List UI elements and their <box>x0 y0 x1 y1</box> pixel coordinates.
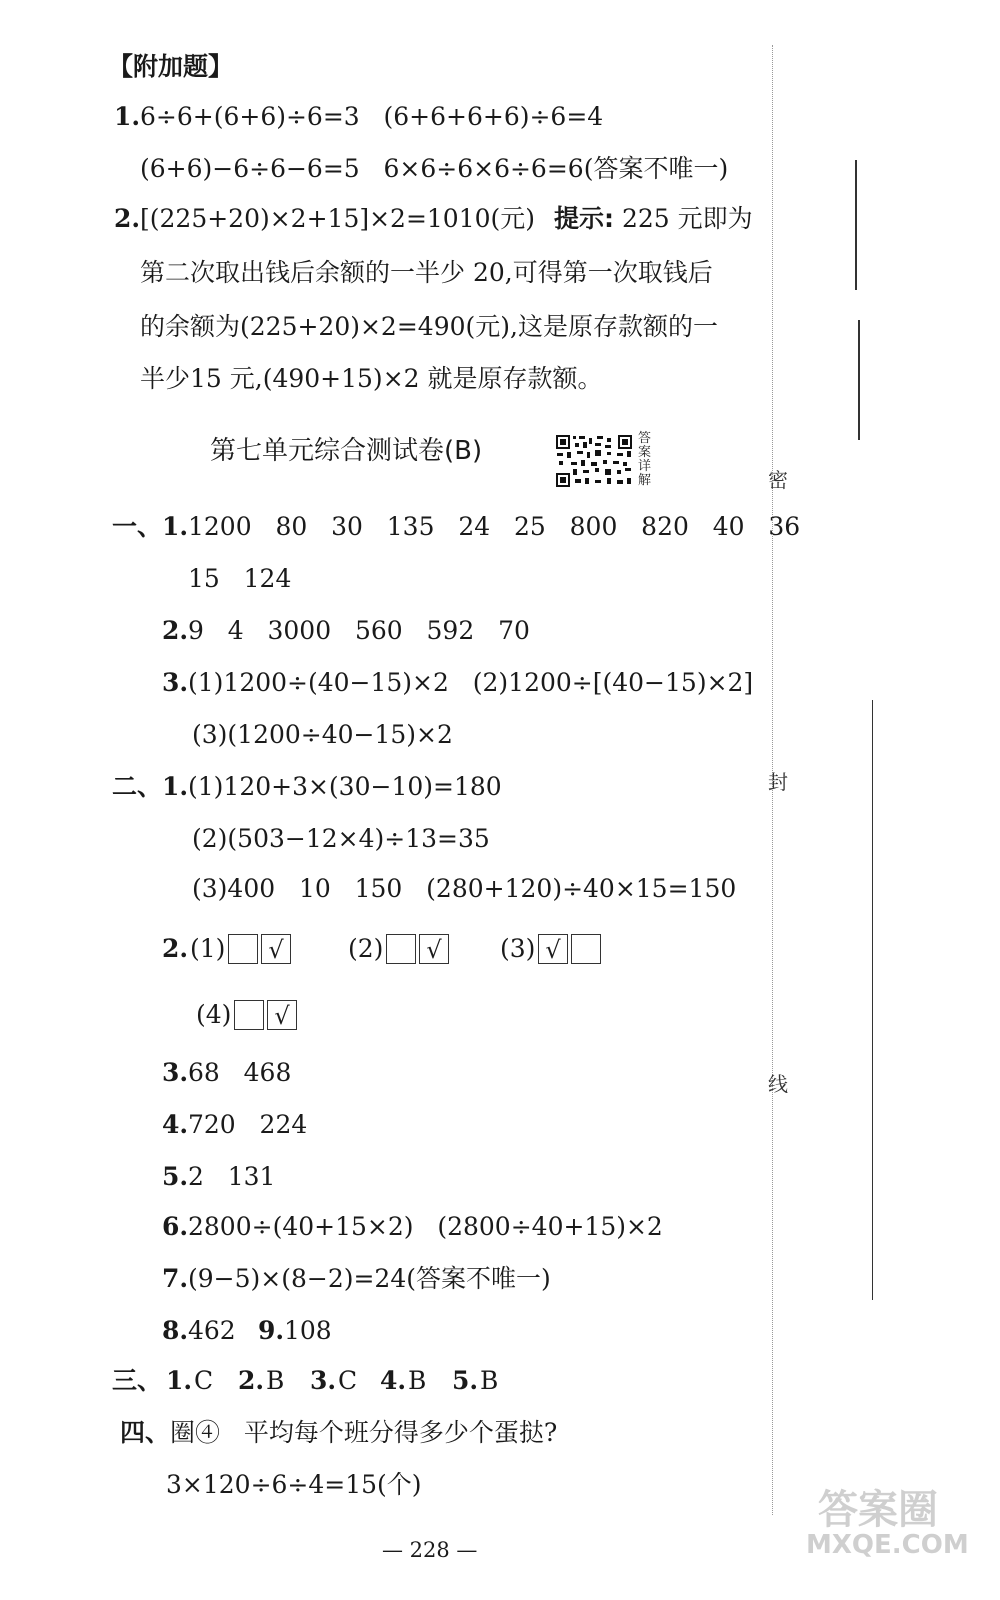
extra-q2-line4: 半少15 元,(490+15)×2 就是原存款额。 <box>140 364 603 393</box>
part2-q3-number: 3. <box>162 1058 189 1087</box>
extra-q1-line2: (6+6)−6÷6−6=5 6×6÷6×6÷6=6(答案不唯一) <box>140 154 729 183</box>
extra-q2-number: 2. <box>114 204 141 233</box>
extra-q2-line3: 的余额为(225+20)×2=490(元),这是原存款额的一 <box>140 312 718 341</box>
part2-q4-number: 4. <box>162 1110 189 1139</box>
judge-box: √ <box>261 934 291 964</box>
part2-q1-line2: (2)(503−12×4)÷13=35 <box>192 824 490 853</box>
part1-q3-line2: (3)(1200÷40−15)×2 <box>192 720 453 749</box>
scan-edge-line <box>858 320 860 440</box>
qr-caption-char: 详 <box>638 459 652 474</box>
page-number: — 228 — <box>382 1538 478 1562</box>
judge-box <box>386 934 416 964</box>
part4-line2: 3×120÷6÷4=15(个) <box>166 1470 422 1499</box>
part2-q8: 462 <box>188 1316 236 1345</box>
part3-number: 5. <box>452 1366 479 1395</box>
section-title: 第七单元综合测试卷(B) <box>210 436 483 466</box>
qr-caption-char: 答 <box>638 431 652 446</box>
judge-item-label: (2) <box>348 934 384 963</box>
part2-q5-number: 5. <box>162 1162 189 1191</box>
part2-q1-number: 1. <box>162 772 189 801</box>
qr-caption-char: 解 <box>638 473 652 488</box>
part3-answer: B <box>266 1366 285 1395</box>
part3-answer: B <box>480 1366 499 1395</box>
binding-mi: 密 <box>768 468 788 492</box>
binding-xian: 线 <box>768 1072 788 1096</box>
scan-edge-line <box>872 700 873 1300</box>
part2-label: 二、 <box>112 772 163 801</box>
part3-number: 3. <box>310 1366 337 1395</box>
part1-q2: 9 4 3000 560 592 70 <box>188 616 530 645</box>
part1-q3-line1: (1)1200÷(40−15)×2 (2)1200÷[(40−15)×2] <box>188 668 754 697</box>
extra-q1-number: 1. <box>114 102 141 131</box>
part3-answer: C <box>338 1366 358 1395</box>
judge-item <box>348 936 452 964</box>
judge-item-label: (1) <box>190 934 226 963</box>
part1-q3-number: 3. <box>162 668 189 697</box>
qr-code-icon[interactable] <box>555 434 633 488</box>
part4-line1: 圈④ 平均每个班分得多少个蛋挞? <box>170 1418 558 1447</box>
part3-number: 4. <box>380 1366 407 1395</box>
judge-box: √ <box>419 934 449 964</box>
part3-number: 2. <box>238 1366 265 1395</box>
part3-number: 1. <box>166 1366 193 1395</box>
part1-label: 一、 <box>112 512 163 541</box>
judge-item-label: (4) <box>196 1000 232 1029</box>
part2-q6-number: 6. <box>162 1212 189 1241</box>
judge-box <box>234 1000 264 1030</box>
part2-q7: (9−5)×(8−2)=24(答案不唯一) <box>188 1264 551 1293</box>
judge-box <box>571 934 601 964</box>
scan-edge-line <box>855 160 857 290</box>
part2-q7-number: 7. <box>162 1264 189 1293</box>
judge-item <box>190 936 294 964</box>
extra-heading: 【附加题】 <box>108 52 234 81</box>
part4-label: 四、 <box>120 1418 171 1447</box>
part2-q1-line3: (3)400 10 150 (280+120)÷40×15=150 <box>192 874 737 903</box>
part2-q9-number: 9. <box>258 1316 285 1345</box>
part2-q4: 720 224 <box>188 1110 308 1139</box>
extra-q1-line1: 6÷6+(6+6)÷6=3 (6+6+6+6)÷6=4 <box>140 102 604 131</box>
judge-box <box>228 934 258 964</box>
part3-label: 三、 <box>112 1366 163 1395</box>
part1-q2-number: 2. <box>162 616 189 645</box>
part2-q2-number: 2. <box>162 934 189 963</box>
binding-feng: 封 <box>768 770 788 794</box>
judge-box: √ <box>267 1000 297 1030</box>
extra-q2-line1a: [(225+20)×2+15]×2=1010(元) <box>140 204 536 233</box>
extra-q2-line1b: 225 元即为 <box>622 204 753 233</box>
qr-caption <box>638 432 654 488</box>
part2-q8-number: 8. <box>162 1316 189 1345</box>
extra-q2-line2: 第二次取出钱后余额的一半少 20,可得第一次取钱后 <box>140 258 713 287</box>
judge-item <box>500 936 604 964</box>
part1-q1-line1: 1200 80 30 135 24 25 800 820 40 36 <box>188 512 801 541</box>
part3-answer: B <box>408 1366 427 1395</box>
part2-q6: 2800÷(40+15×2) (2800÷40+15)×2 <box>188 1212 663 1241</box>
qr-caption-char: 案 <box>638 445 652 460</box>
judge-item <box>196 1002 300 1030</box>
part2-q1-line1: (1)120+3×(30−10)=180 <box>188 772 502 801</box>
part2-q5: 2 131 <box>188 1162 276 1191</box>
watermark-url: MXQE.COM <box>806 1530 969 1560</box>
part1-q1-line2: 15 124 <box>188 564 292 593</box>
part3-answer: C <box>194 1366 214 1395</box>
part2-q3: 68 468 <box>188 1058 292 1087</box>
part1-q1-number: 1. <box>162 512 189 541</box>
watermark-logo: 答案圈 <box>818 1487 938 1533</box>
part2-q9: 108 <box>284 1316 332 1345</box>
judge-box: √ <box>538 934 568 964</box>
extra-q2-hint-label: 提示: <box>554 204 614 233</box>
judge-item-label: (3) <box>500 934 536 963</box>
